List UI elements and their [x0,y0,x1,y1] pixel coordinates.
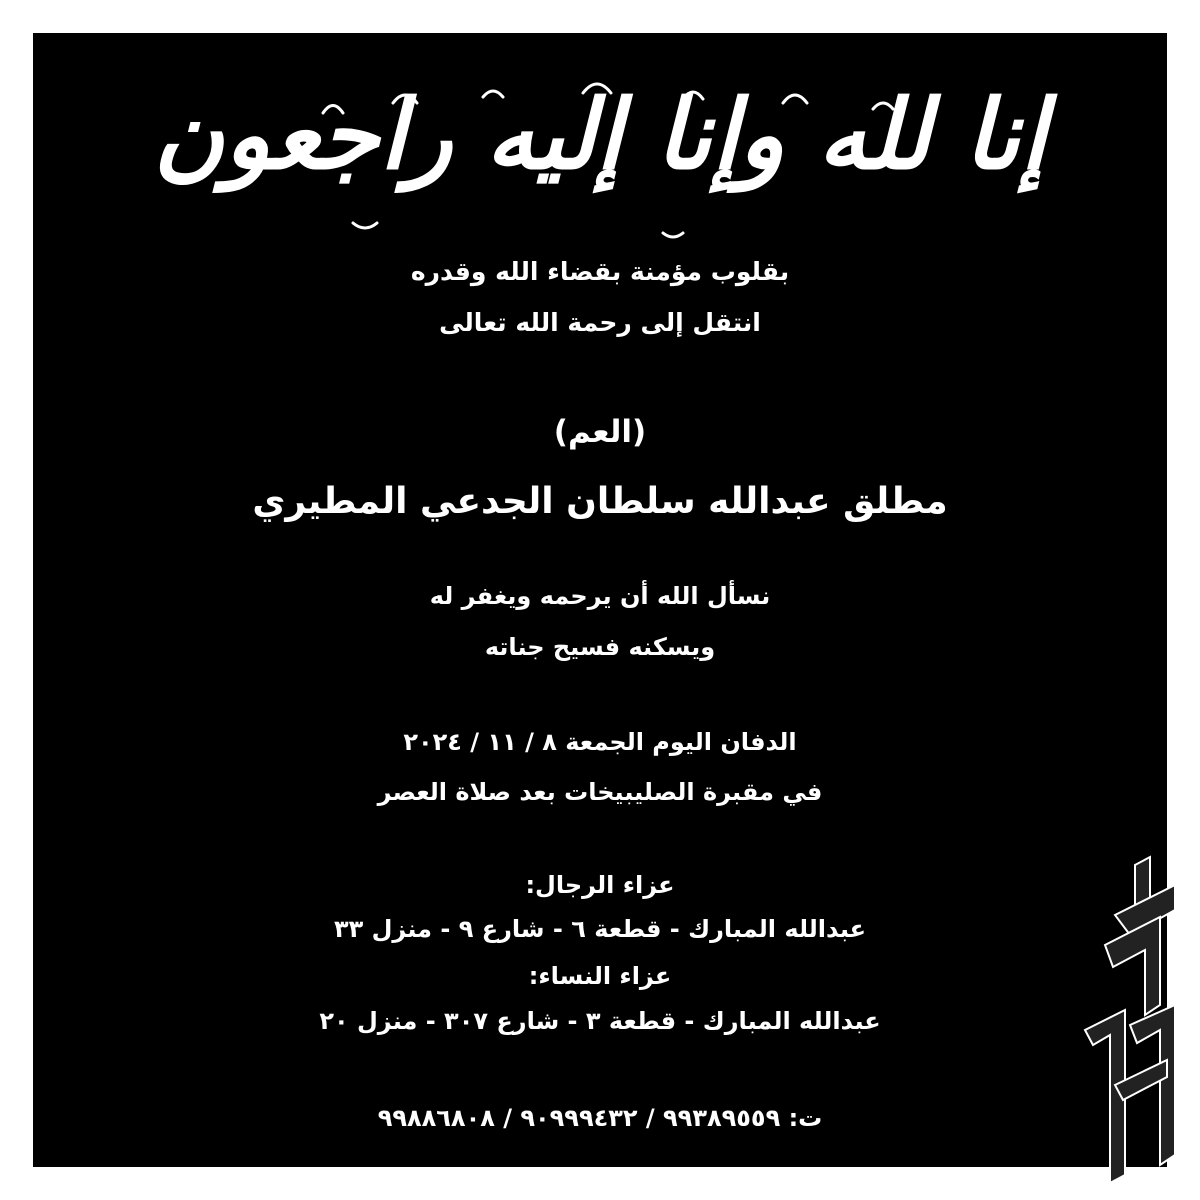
women-condolence-address: عبدالله المبارك - قطعة ٣ - شارع ٣٠٧ - منزل ٢٠ [319,1007,881,1035]
contact-phones: ت: ٩٩٣٨٩٥٥٩ / ٩٠٩٩٩٤٣٢ / ٩٩٨٨٦٨٠٨ [377,1104,823,1132]
prayer-line-1: نسأل الله أن يرحمه ويغفر له [429,582,771,610]
quranic-calligraphy-header: إنا لله وإنا إليه راجعون [153,78,1047,191]
burial-date-line: الدفان اليوم الجمعة ٨ / ١١ / ٢٠٢٤ [403,728,797,756]
intro-line-1: بقلوب مؤمنة بقضاء الله وقدره [410,257,790,286]
men-condolence-address: عبدالله المبارك - قطعة ٦ - شارع ٩ - منزل ٣٣ [333,915,867,943]
burial-location-line: في مقبرة الصليبيخات بعد صلاة العصر [377,778,823,806]
women-condolence-heading: عزاء النساء: [528,962,672,990]
deceased-name: مطلق عبدالله سلطان الجدعي المطيري [252,481,948,522]
intro-line-2: انتقل إلى رحمة الله تعالى [439,308,761,337]
deceased-title: (العم) [553,414,647,450]
condolence-card [33,33,1167,1167]
calligraphic-logo-mark-icon [1075,855,1185,1185]
men-condolence-heading: عزاء الرجال: [525,871,675,899]
prayer-line-2: ويسكنه فسيح جناته [484,633,716,661]
